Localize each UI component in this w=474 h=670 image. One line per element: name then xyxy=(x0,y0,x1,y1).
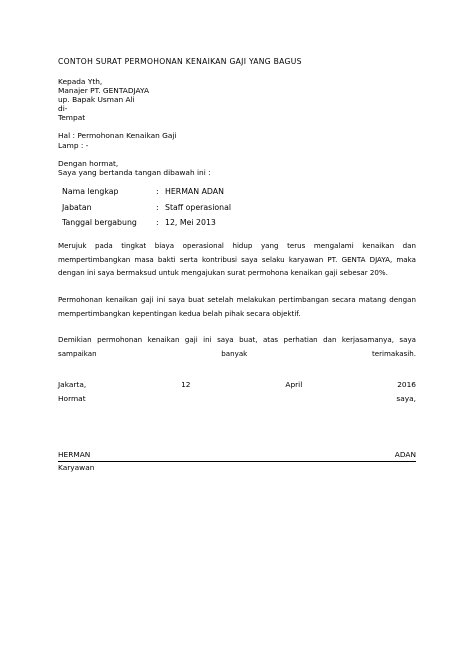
body-paragraph: Merujuk pada tingkat biaya operasional hidup yang terus mengalami kenaikan dan mempertimbangkan masa bakti serta kontribusi saya selaku karyawan PT. GENTA DJAYA, maka dengan ini saya bermaksud untuk mengajukan surat permohona kenaikan gaji sebesar 20%. xyxy=(58,241,416,277)
recipient-line: up. Bapak Usman Ali xyxy=(58,95,135,104)
intro-line: Saya yang bertanda tangan dibawah ini : xyxy=(58,168,211,177)
recipient-line: Manajer PT. GENTADJAYA xyxy=(58,86,150,95)
greeting: Dengan hormat, xyxy=(58,159,119,168)
identity-colon: : xyxy=(156,203,159,212)
identity-label: Nama lengkap xyxy=(62,187,119,196)
date-day: 12 xyxy=(181,380,191,389)
recipient-line: Kepada Yth, xyxy=(58,77,103,86)
signature-underline xyxy=(58,461,416,462)
letter-title: CONTOH SURAT PERMOHONAN KENAIKAN GAJI YANG BAGUS xyxy=(58,57,302,66)
identity-label: Tanggal bergabung xyxy=(62,218,137,227)
body-paragraph: Demikian permohonan kenaikan gaji ini saya buat, atas perhatian dan kerjasamanya, saya sampaikan banyak terimakasih. xyxy=(58,335,416,358)
identity-colon: : xyxy=(156,218,159,227)
closing-word: saya, xyxy=(396,394,416,403)
signature-first-name: HERMAN xyxy=(58,450,91,459)
identity-value: 12, Mei 2013 xyxy=(165,218,216,227)
body-paragraph: Permohonan kenaikan gaji ini saya buat setelah melakukan pertimbangan secara matang dengan mempertimbangkan kepentingan kedua belah pihak secara objektif. xyxy=(58,295,416,318)
place-text: Jakarta, xyxy=(58,380,87,389)
closing-line xyxy=(58,394,416,403)
identity-colon: : xyxy=(156,187,159,196)
identity-value: HERMAN ADAN xyxy=(165,187,224,196)
attachment-line: Lamp : - xyxy=(58,141,89,150)
signature-name xyxy=(58,450,416,459)
signer-position: Karyawan xyxy=(58,463,95,472)
recipient-line: Tempat xyxy=(58,113,86,122)
place-date-line xyxy=(58,380,416,389)
subject-line: Hal : Permohonan Kenaikan Gaji xyxy=(58,131,177,140)
date-year: 2016 xyxy=(397,380,416,389)
date-month: April xyxy=(285,380,303,389)
signature-last-name: ADAN xyxy=(394,450,416,459)
identity-label: Jabatan xyxy=(62,203,92,212)
closing-word: Hormat xyxy=(58,394,86,403)
recipient-line: di- xyxy=(58,104,68,113)
identity-value: Staff operasional xyxy=(165,203,232,212)
